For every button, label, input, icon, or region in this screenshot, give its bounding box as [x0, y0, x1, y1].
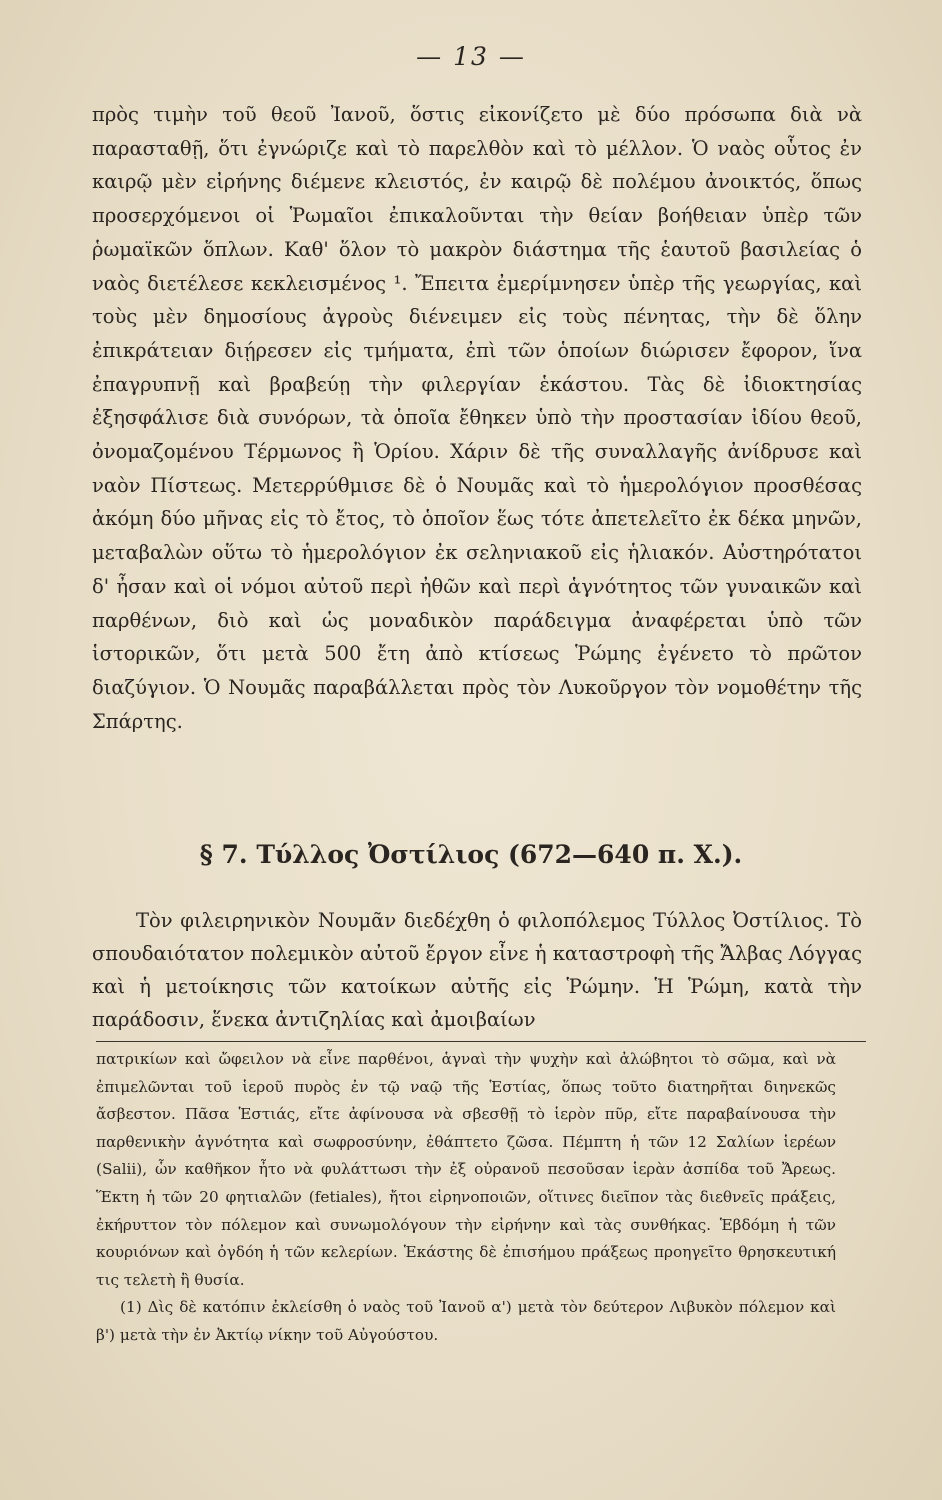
section-title: § 7. Τύλλος Ὀστίλιος (672—640 π. Χ.).	[199, 840, 743, 869]
footnotes	[96, 1046, 836, 1350]
footnote-1: (1) Δὶς δὲ κατόπιν ἐκλείσθη ὁ ναὸς τοῦ Ἰανοῦ α') μετὰ τὸν δεύτερον Λιβυκὸν πόλεμον καὶ β') μετὰ τὴν ἐν Ἀκτίῳ νίκην τοῦ Αὐγούστου.	[96, 1298, 836, 1344]
footnote-continuation: πατρικίων καὶ ὤφειλον νὰ εἶνε παρθένοι, ἁγναὶ τὴν ψυχὴν καὶ ἀλώβητοι τὸ σῶμα, καὶ νὰ ἐπιμελῶνται τοῦ ἱεροῦ πυρὸς ἐν τῷ ναῷ τῆς Ἑστίας, ὅπως τοῦτο διατηρῆται διηνεκῶς ἄσβεστον. Πᾶσα Ἑστιάς, εἴτε ἀφίνουσα νὰ σβεσθῇ τὸ ἱερὸν πῦρ, εἴτε παραβαίνουσα τὴν παρθενικὴν ἁγνότητα καὶ σωφροσύνην, ἐθάπτετο ζῶσα. Πέμπτη ἡ τῶν 12 Σαλίων ἱερέων (Salii), ὧν καθῆκον ἦτο νὰ φυλάττωσι τὴν ἐξ οὐρανοῦ πεσοῦσαν ἱερὰν ἀσπίδα τοῦ Ἄρεως. Ἕκτη ἡ τῶν 20 φητιαλῶν (fetiales), ἤτοι εἰρηνοποιῶν, οἵτινες διεῖπον τὰς διεθνεῖς πράξεις, ἐκήρυττον τὸν πόλεμον καὶ συνωμολόγουν τὴν εἰρήνην καὶ τὰς συνθήκας. Ἑβδόμη ἡ τῶν κουριόνων καὶ ὀγδόη ἡ τῶν κελερίων. Ἑκάστης δὲ ἐπισήμου πράξεως προηγεῖτο θρησκευτική τις τελετὴ ἢ θυσία.	[96, 1050, 836, 1289]
main-text	[92, 98, 862, 738]
paragraph-2: Τὸν φιλειρηνικὸν Νουμᾶν διεδέχθη ὁ φιλοπόλεμος Τύλλος Ὀστίλιος. Τὸ σπουδαιότατον πολεμικὸν αὐτοῦ ἔργον εἶνε ἡ καταστροφὴ τῆς Ἄλβας Λόγγας καὶ ἡ μετοίκησις τῶν κατοίκων αὐτῆς εἰς Ῥώμην. Ἡ Ῥώμη, κατὰ τὴν παράδοσιν, ἕνεκα ἀντιζηλίας καὶ ἀμοιβαίων	[92, 908, 862, 1031]
footnote-rule	[96, 1041, 866, 1042]
section-text	[92, 884, 862, 1055]
page-number: — 13 —	[416, 42, 526, 71]
paragraph-1: πρὸς τιμὴν τοῦ θεοῦ Ἰανοῦ, ὅστις εἰκονίζετο μὲ δύο πρόσωπα διὰ νὰ παρασταθῇ, ὅτι ἐγνώριζε καὶ τὸ παρελθὸν καὶ τὸ μέλλον. Ὁ ναὸς οὗτος ἐν καιρῷ μὲν εἰρήνης διέμενε κλειστός, ἐν καιρῷ δὲ πολέμου ἀνοικτός, ὅπως προσερχόμενοι οἱ Ῥωμαῖοι ἐπικαλοῦνται τὴν θείαν βοήθειαν ὑπὲρ τῶν ῥωμαϊκῶν ὅπλων. Καθ' ὅλον τὸ μακρὸν διάστημα τῆς ἑαυτοῦ βασιλείας ὁ ναὸς διετέλεσε κεκλεισμένος ¹. Ἔπειτα ἐμερίμνησεν ὑπὲρ τῆς γεωργίας, καὶ τοὺς μὲν δημοσίους ἀγροὺς διένειμεν εἰς τοὺς πένητας, τὴν δὲ ὅλην ἐπικράτειαν διῄρεσεν εἰς τμήματα, ἐπὶ τῶν ὁποίων διώρισεν ἔφορον, ἵνα ἐπαγρυπνῇ καὶ βραβεύῃ τὴν φιλεργίαν ἑκάστου. Τὰς δὲ ἰδιοκτησίας ἐξησφάλισε διὰ συνόρων, τὰ ὁποῖα ἔθηκεν ὑπὸ τὴν προστασίαν ἰδίου θεοῦ, ὀνομαζομένου Τέρμωνος ἢ Ὁρίου. Χάριν δὲ τῆς συναλλαγῆς ἀνίδρυσε καὶ ναὸν Πίστεως. Μετερρύθμισε δὲ ὁ Νουμᾶς καὶ τὸ ἡμερολόγιον προσθέσας ἀκόμη δύο μῆνας εἰς τὸ ἔτος, τὸ ὁποῖον ἕως τότε ἀπετελεῖτο ἐκ δέκα μηνῶν, μεταβαλὼν οὕτω τὸ ἡμερολόγιον ἐκ σεληνιακοῦ εἰς ἡλιακόν. Αὐστηρότατοι δ' ἦσαν καὶ οἱ νόμοι αὐτοῦ περὶ ἠθῶν καὶ περὶ ἁγνότητος τῶν γυναικῶν καὶ παρθένων, διὸ καὶ ὡς μοναδικὸν παράδειγμα ἀναφέρεται ὑπὸ τῶν ἱστορικῶν, ὅτι μετὰ 500 ἔτη ἀπὸ κτίσεως Ῥώμης ἐγένετο τὸ πρῶτον διαζύγιον. Ὁ Νουμᾶς παραβάλλεται πρὸς τὸν Λυκοῦργον τὸν νομοθέτην τῆς Σπάρτης.	[92, 103, 862, 733]
